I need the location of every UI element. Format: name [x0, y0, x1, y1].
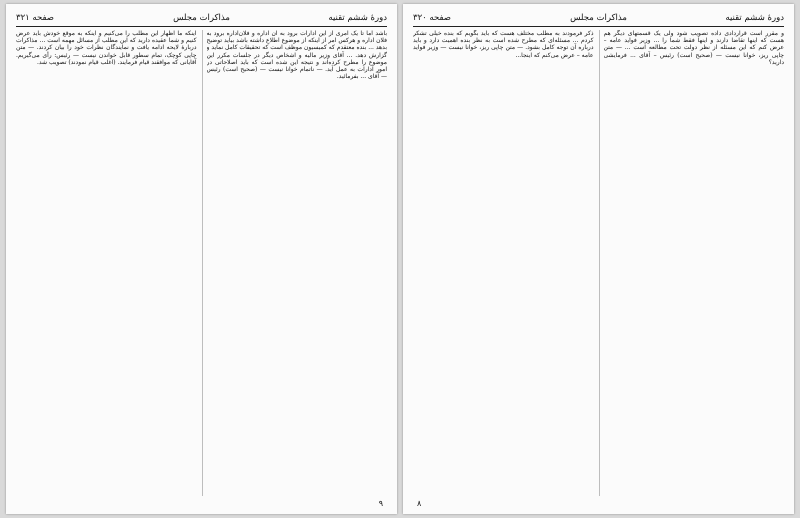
- left-page-columns: [16, 30, 387, 496]
- right-header-rule: [413, 26, 784, 27]
- left-header-page-label: صفحه ۳۲۱: [16, 13, 54, 23]
- right-page: [403, 4, 794, 514]
- right-header-right-text: دورهٔ ششم تقنیه: [725, 13, 784, 23]
- left-page-header: [16, 11, 387, 25]
- right-page-header: [413, 11, 784, 25]
- left-page: [6, 4, 397, 514]
- left-page-column-right: باشد اما تا یک امری از این ادارات برود به آن اداره و فلان‌اداره برود به فلان اداره و هرکس امر از اینکه از موضوع اطلاع داشته باشد بیاید توضیح بدهد ... بنده معتقدم که کمیسیون موظف است که تحقیقات کامل نماید و گزارش دهد. ... آقای وزیر مالیه و اشخاص دیگر در جلسات مکرر این موضوع را مطرح کرده‌اند و نتیجه این شده است که باید اصلاحاتی در امور ادارات به عمل آید. — ناتمام خوانا نیست — (صحیح است) رئیس — آقای ... بفرمائید.: [206, 30, 387, 81]
- left-page-number: ۹: [378, 499, 383, 508]
- left-header-title: مذاکرات مجلس: [173, 13, 230, 23]
- left-header-right-text: دورهٔ ششم تقنیه: [328, 13, 387, 23]
- left-page-column-left: اینکه ما اظهار این مطلب را می‌کنیم و اینکه به موقع خودش باید عرض کنیم و شما عقیده دارید که این مطلب از مسائل مهمه است ... مذاکرات دربارهٔ لایحه ادامه یافت و نمایندگان نظرات خود را بیان کردند. — متن چاپی کوچک، تمام سطور قابل خواندن نیست — رئیس: رأی می‌گیریم. آقایانی که موافقند قیام فرمایند. (اغلب قیام نمودند) تصویب شد.: [16, 30, 197, 66]
- document-spread: [6, 4, 794, 514]
- right-page-columns: [413, 30, 784, 496]
- right-page-column-right: و مقرر است قراردادی داده تصویب شود ولی یک قسمتهای دیگر هم هست که اینها تقاضا دارند و اینها فقط شما را ... وزیر فواید عامه – عرض کنم که این مسئله از نظر دولت تحت مطالعه است ... — متن چاپی ریز، خوانا نیست — (صحیح است) رئیس – آقای ... فرمایشی دارید؟: [603, 30, 784, 66]
- left-header-rule: [16, 26, 387, 27]
- right-header-page-label: صفحه ۳۲۰: [413, 13, 451, 23]
- right-page-column-left: ذکر فرمودند به مطلب مختلف هست که باید بگویم که بنده خیلی تشکر کردم ... مسئله‌ای که مطرح شده است به نظر بنده اهمیت دارد و باید درباره آن توجه کامل بشود. — متن چاپی ریز، خوانا نیست — وزیر فواید عامه – عرض می‌کنم که اینجا...: [413, 30, 594, 59]
- right-header-title: مذاکرات مجلس: [570, 13, 627, 23]
- right-page-number: ۸: [417, 499, 422, 508]
